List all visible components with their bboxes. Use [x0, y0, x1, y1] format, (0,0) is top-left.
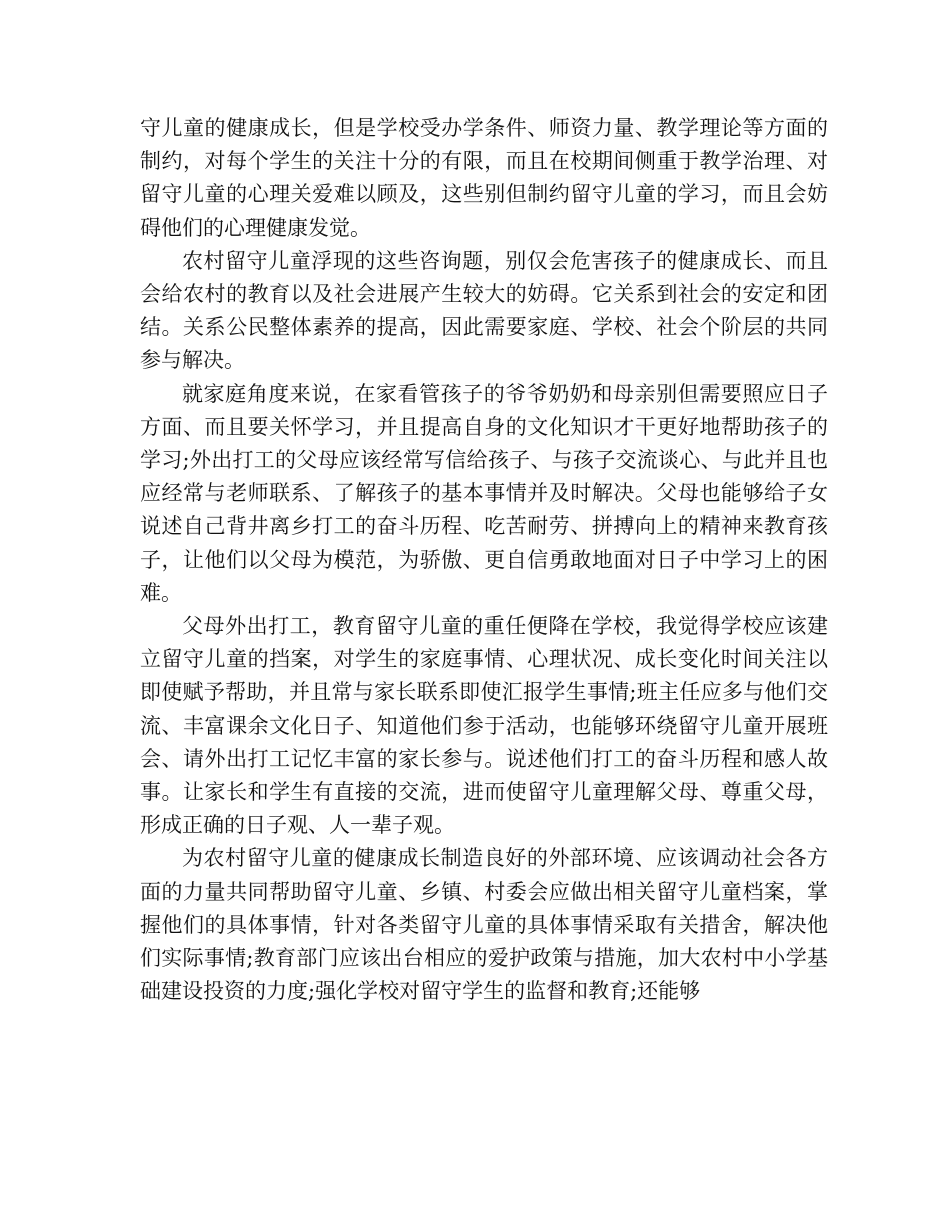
paragraph-4: 父母外出打工，教育留守儿童的重任便降在学校，我觉得学校应该建立留守儿童的挡案，对学生的家庭事情、心理状况、成长变化时间关注以即使赋予帮助，并且常与家长联系即使汇报学生事情;班主任应多与他们交流、丰富课余文化日子、知道他们参于活动，也能够环绕留守儿童开展班会、请外出打工记忆丰富的家长参与。说述他们打工的奋斗历程和感人故事。让家长和学生有直接的交流，进而使留守儿童理解父母、尊重父母，形成正确的日子观、人一辈子观。: [140, 614, 828, 838]
paragraph-2: 农村留守儿童浮现的这些咨询题，别仅会危害孩子的健康成长、而且会给农村的教育以及社会进展产生较大的妨碍。它关系到社会的安定和团结。关系公民整体素养的提高，因此需要家庭、学校、社会个阶层的共同参与解决。: [140, 248, 828, 373]
paragraph-5: 为农村留守儿童的健康成长制造良好的外部环境、应该调动社会各方面的力量共同帮助留守儿童、乡镇、村委会应做出相关留守儿童档案，掌握他们的具体事情，针对各类留守儿童的具体事情采取有关措舍，解决他们实际事情;教育部门应该出台相应的爱护政策与措施，加大农村中小学基础建设投资的力度;强化学校对留守学生的监督和教育;还能够: [140, 846, 828, 1004]
paragraph-3: 就家庭角度来说，在家看管孩子的爷爷奶奶和母亲别但需要照应日子方面、而且要关怀学习，并且提高自身的文化知识才干更好地帮助孩子的学习;外出打工的父母应该经常写信给孩子、与孩子交流谈心、与此并且也应经常与老师联系、了解孩子的基本事情并及时解决。父母也能够给子女说述自己背井离乡打工的奋斗历程、吃苦耐劳、拼搏向上的精神来教育孩子，让他们以父母为模范，为骄傲、更自信勇敢地面对日子中学习上的困难。: [140, 381, 828, 605]
document-body: [140, 112, 828, 1008]
paragraph-1: 守儿童的健康成长，但是学校受办学条件、师资力量、教学理论等方面的制约，对每个学生的关注十分的有限，而且在校期间侧重于教学治理、对留守儿童的心理关爱难以顾及，这些别但制约留守儿童的学习，而且会妨碍他们的心理健康发觉。: [140, 116, 828, 240]
